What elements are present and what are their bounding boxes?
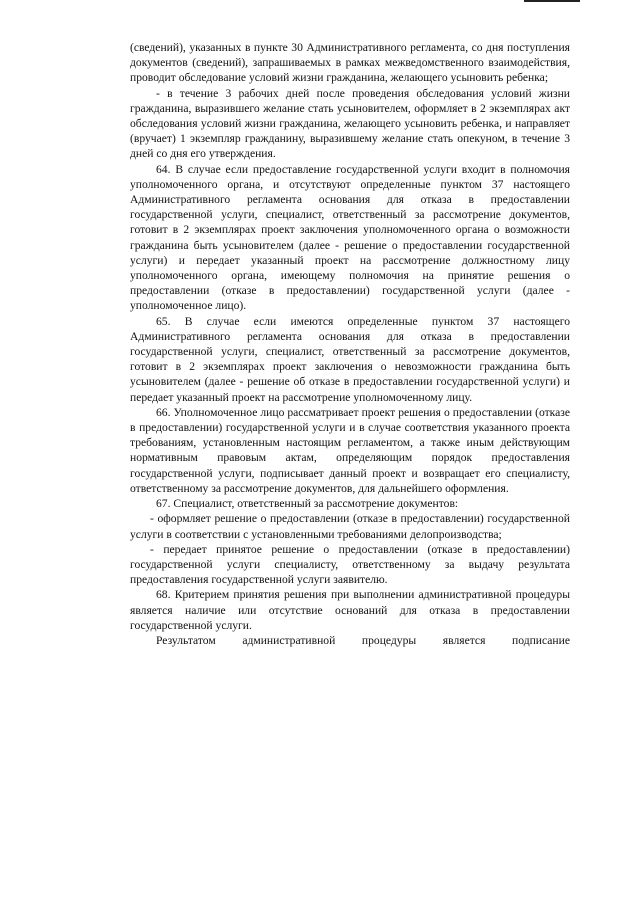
paragraph-list-item-inspection-act: - в течение 3 рабочих дней после проведения обследования условий жизни гражданина, выразившего желание стать усыновителем, оформляет в 2 экземплярах акт обследования условий жизни гражданина, желающего усыновить ребенка, и направляет (вручает) 1 экземпляр гражданину, выразившему желание стать опекуном, в течение 3 дней со дня его утверждения. (130, 86, 570, 161)
paragraph-68: 68. Критерием принятия решения при выполнении административной процедуры является наличие или отсутствие оснований для отказа в предоставлении государственной услуги. (130, 588, 570, 632)
paragraph-67-item-1: - оформляет решение о предоставлении (отказе в предоставлении) государственной услуги в соответствии с установленными требованиями делопроизводства; (130, 512, 570, 541)
paragraph-65: 65. В случае если имеются определенные пунктом 37 настоящего Административного регламента основания для отказа в предоставлении государственной услуги, специалист, ответственный за рассмотрение документов, готовит в 2 экземплярах проект заключения о невозможности гражданина быть усыновителем (далее - решение об отказе в предоставлении государственной услуги) и передает указанный проект на рассмотрение уполномоченному лицу. (130, 314, 570, 404)
document-page (130, 40, 570, 648)
paragraph-67-item-2: - передает принятое решение о предоставлении (отказе в предоставлении) государственной услуги специалисту, ответственному за выдачу результата предоставления государственной услуги заявителю. (130, 542, 570, 587)
paragraph-67: 67. Специалист, ответственный за рассмотрение документов: (156, 497, 459, 511)
paragraph-result: Результатом административной процедуры является подписание (156, 633, 570, 647)
paragraph-continuation: (сведений), указанных в пункте 30 Административного регламента, со дня поступления документов (сведений), запрашиваемых в рамках межведомственного взаимодействия, проводит обследование условий жизни гражданина, желающего усыновить ребенка; (130, 41, 570, 85)
top-edge-mark (524, 0, 580, 2)
paragraph-64: 64. В случае если предоставление государственной услуги входит в полномочия уполномоченного органа, и отсутствуют определенные пунктом 37 настоящего Административного регламента основания для отказа в предоставлении государственной услуги, специалист, ответственный за рассмотрение документов, готовит в 2 экземплярах проект заключения уполномоченного органа о возможности гражданина быть усыновителем (далее - решение о предоставлении государственной услуги) и передает указанный проект на рассмотрение должностному лицу уполномоченного органа, имеющему полномочия на принятие решения о предоставлении (отказе в предоставлении) государственной услуги (далее - уполномоченное лицо). (130, 162, 570, 313)
paragraph-66: 66. Уполномоченное лицо рассматривает проект решения о предоставлении (отказе в предоставлении) государственной услуги и в случае соответствия указанного проекта требованиям, установленным настоящим регламентом, а также иным действующим нормативным правовым актам, определяющим порядок предоставления государственной услуги, подписывает данный проект и возвращает его специалисту, ответственному за рассмотрение документов, для дальнейшего оформления. (130, 405, 570, 495)
